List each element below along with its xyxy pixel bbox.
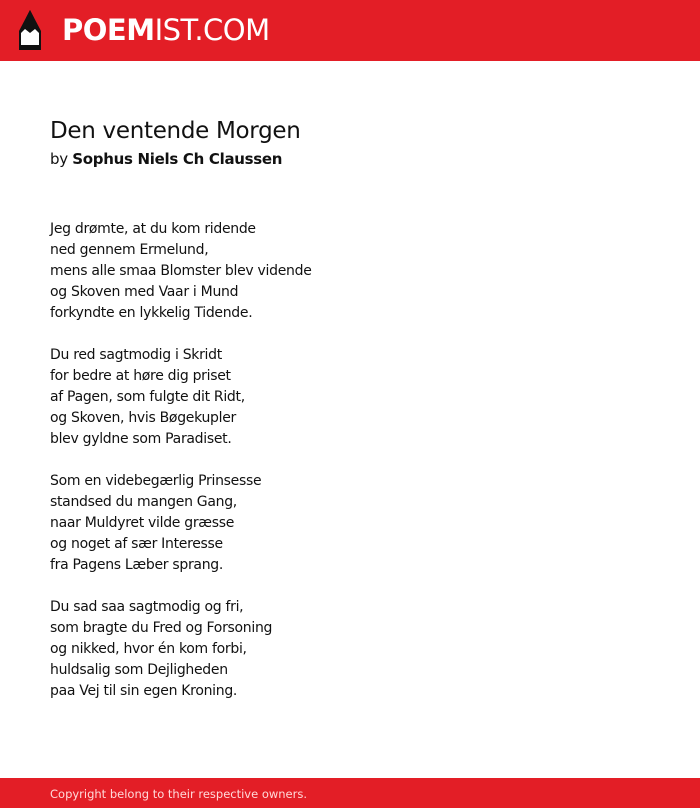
stanza-3	[50, 471, 650, 576]
poem-line: Jeg drømte, at du kom ridende	[50, 221, 256, 237]
poem-line: forkyndte en lykkelig Tidende.	[50, 305, 253, 321]
site-logo[interactable]	[62, 13, 270, 47]
poem-line: af Pagen, som fulgte dit Ridt,	[50, 389, 245, 405]
copyright-text: Copyright belong to their respective owners.	[50, 787, 308, 801]
poem-title: Den ventende Morgen	[50, 118, 301, 144]
poem-line: huldsalig som Dejligheden	[50, 662, 228, 678]
poem-line: og nikked, hvor én kom forbi,	[50, 641, 247, 657]
poem-line: Du red sagtmodig i Skridt	[50, 347, 222, 363]
poem-body	[50, 219, 650, 723]
logo-light-text: IST.COM	[154, 13, 270, 47]
poem-line: mens alle smaa Blomster blev vidende	[50, 263, 312, 279]
poem-line: og noget af sær Interesse	[50, 536, 223, 552]
pencil-tip-icon[interactable]	[17, 9, 43, 51]
poem-line: fra Pagens Læber sprang.	[50, 557, 224, 573]
stanza-4	[50, 597, 650, 702]
stanza-2	[50, 345, 650, 450]
poem-line: standsed du mangen Gang,	[50, 494, 237, 510]
poem-line: og Skoven med Vaar i Mund	[50, 284, 239, 300]
logo-bold-text: POEM	[62, 13, 155, 47]
poem-line: paa Vej til sin egen Kroning.	[50, 683, 238, 699]
poem-line: ned gennem Ermelund,	[50, 242, 209, 258]
poem-line: for bedre at høre dig priset	[50, 368, 231, 384]
poem-line: som bragte du Fred og Forsoning	[50, 620, 273, 636]
poem-line: Som en videbegærlig Prinsesse	[50, 473, 262, 489]
by-label: by	[50, 150, 68, 168]
site-header	[0, 0, 700, 61]
poem-byline	[50, 149, 282, 169]
stanza-1	[50, 219, 650, 324]
poem-line: naar Muldyret vilde græsse	[50, 515, 235, 531]
site-footer	[0, 778, 700, 808]
poem-line: blev gyldne som Paradiset.	[50, 431, 232, 447]
poem-line: Du sad saa sagtmodig og fri,	[50, 599, 244, 615]
poem-line: og Skoven, hvis Bøgekupler	[50, 410, 236, 426]
poem-author: Sophus Niels Ch Claussen	[72, 150, 283, 168]
